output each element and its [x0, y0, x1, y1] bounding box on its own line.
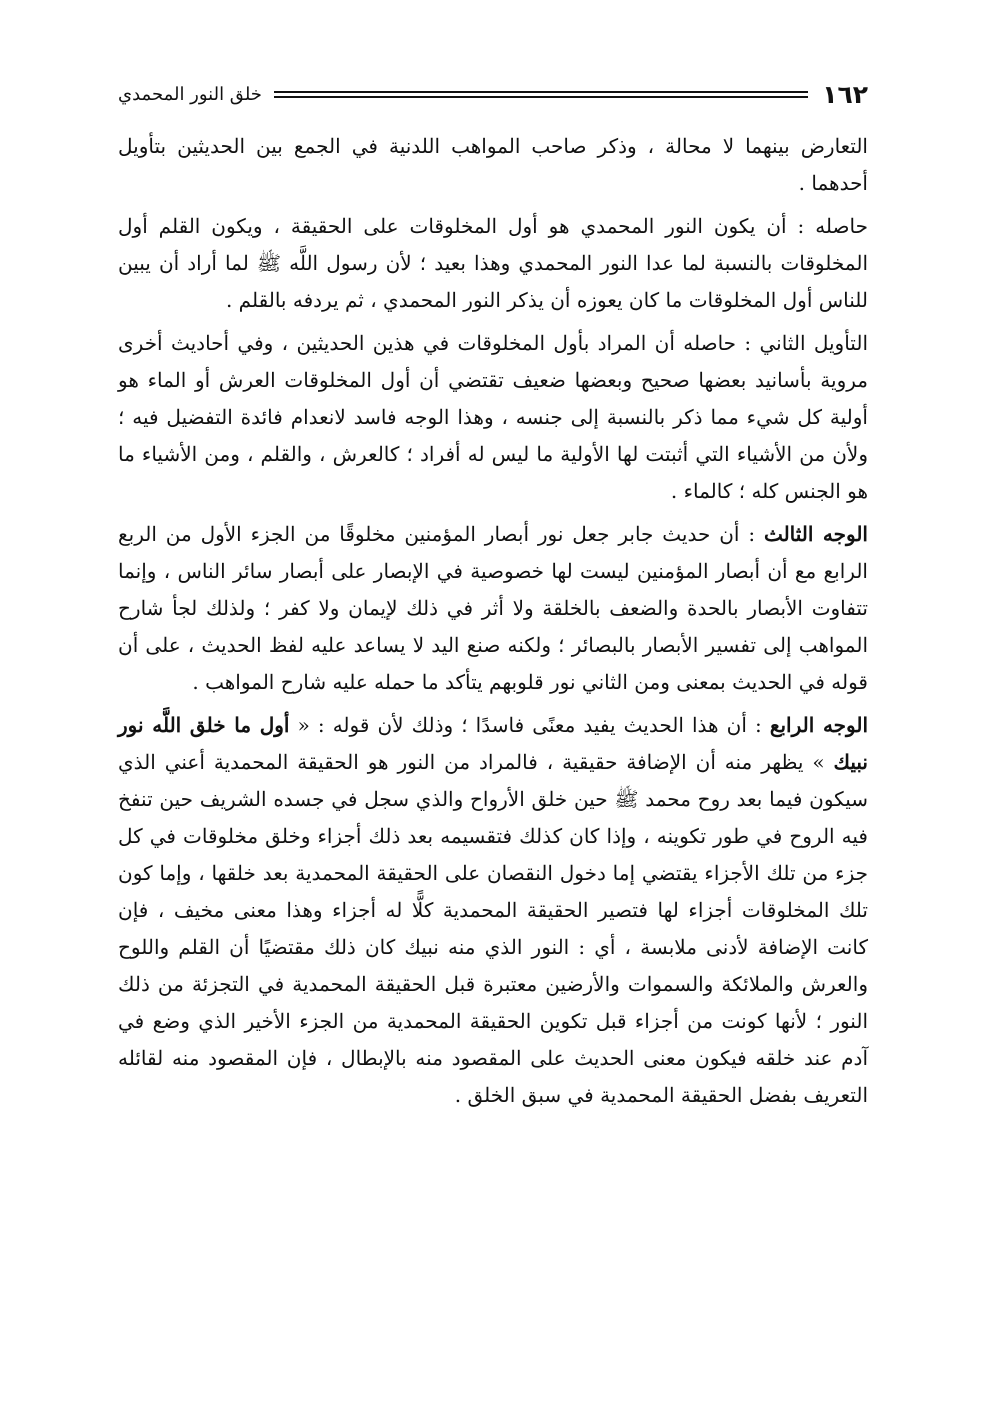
- paragraph-text-continued: » يظهر منه أن الإضافة حقيقية ، فالمراد من النور هو الحقيقة المحمدية أعني الذي سيكون فيما بعد روح محمد ﷺ حين خلق الأرواح والذي سجل في جسده الشريف حين تنفخ فيه الروح في طور تكوينه ، وإذا كان كذلك فتقسيمه بعد ذلك أجزاء وخلق مخلوقات في كل جزء من تلك الأجزاء يقتضي إما دخول النقصان على الحقيقة المحمدية بعد خلقها ، وإما كون تلك المخلوقات أجزاء لها فتصير الحقيقة المحمدية كلًّا له أجزاء وهذا معنى مخيف ، فإن كانت الإضافة لأدنى ملابسة ، أي : النور الذي منه نبيك كان ذلك مقتضيًا أن القلم واللوح والعرش والملائكة والسموات والأرضين معتبرة قبل الحقيقة المحمدية في التجزئة من ذلك النور ؛ لأنها كونت من أجزاء قبل تكوين الحقيقة المحمدية من الجزء الأخير الذي وضع في آدم عند خلقه فيكون معنى الحديث على المقصود منه بالإبطال ، فإن المقصود منه لقائله التعريف بفضل الحقيقة المحمدية في سبق الخلق .: [118, 750, 868, 1107]
- hadith-quote: أول ما خلق اللَّه نور نبيك: [118, 713, 868, 774]
- page-header: [118, 72, 868, 116]
- paragraph-text: : أن حديث جابر جعل نور أبصار المؤمنين مخلوقًا من الجزء الأول من الربع الرابع مع أن أبصار المؤمنين ليست لها خصوصية في الإبصار على أبصار سائر الناس ، وإنما تتفاوت الأبصار بالحدة والضعف بالخلقة ولا أثر في ذلك لإيمان ولا كفر ؛ ولذلك لجأ شارح المواهب إلى تفسير الأبصار بالبصائر ؛ ولكنه صنع اليد لا يساعد عليه لفظ الحديث ، على أن قوله في الحديث بمعنى ومن الثاني نور قلوبهم يتأكد ما حمله عليه شارح المواهب .: [118, 522, 868, 694]
- paragraph-text: حاصله : أن يكون النور المحمدي هو أول المخلوقات على الحقيقة ، ويكون القلم أول المخلوقات بالنسبة لما عدا النور المحمدي وهذا بعيد ؛ لأن رسول اللَّه ﷺ لما أراد أن يبين للناس أول المخلوقات ما كان يعوزه أن يذكر النور المحمدي ، ثم يردفه بالقلم .: [118, 214, 868, 312]
- paragraph-text: : أن هذا الحديث يفيد معنًى فاسدًا ؛ وذلك لأن قوله : «: [289, 713, 770, 737]
- page-number: ١٦٢: [822, 79, 868, 109]
- body-text: [118, 128, 868, 1114]
- book-page: [118, 72, 868, 1120]
- running-title: خلق النور المحمدي: [118, 83, 262, 105]
- paragraph-text: التأويل الثاني : حاصله أن المراد بأول المخلوقات في هذين الحديثين ، وفي أحاديث أخرى مروية بأسانيد بعضها صحيح وبعضها ضعيف تقتضي أن أول المخلوقات العرش أو الماء هو أولية كل شيء مما ذكر بالنسبة إلى جنسه ، وهذا الوجه فاسد لانعدام فائدة التفضيل فيه ؛ ولأن من الأشياء التي أثبتت لها الأولية ما ليس له أفراد ؛ كالعرش ، والقلم ، ومن الأشياء ما هو الجنس كله ؛ كالماء .: [118, 331, 868, 503]
- paragraph-2: [118, 208, 868, 319]
- paragraph-text: التعارض بينهما لا محالة ، وذكر صاحب المواهب اللدنية في الجمع بين الحديثين بتأويل أحدهما .: [118, 134, 868, 195]
- paragraph-1: [118, 128, 868, 202]
- paragraph-4: [118, 516, 868, 701]
- paragraph-3: [118, 325, 868, 510]
- section-heading: الوجه الثالث: [763, 522, 868, 546]
- section-heading: الوجه الرابع: [769, 713, 869, 737]
- header-rule: [274, 91, 808, 98]
- paragraph-5: [118, 707, 868, 1114]
